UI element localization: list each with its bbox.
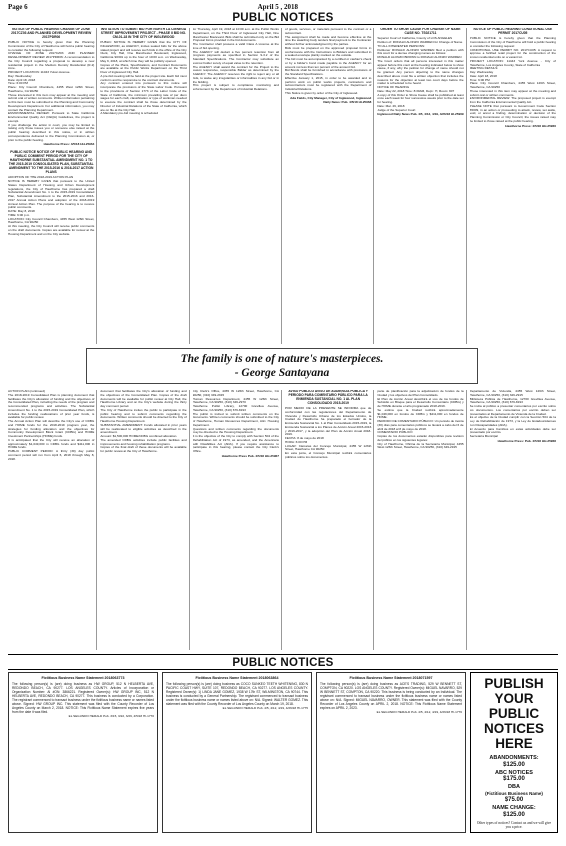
notice-column [285,390,374,650]
fictitious-business-notice [8,672,158,833]
legal-notice [285,390,371,460]
legal-notice [285,28,371,104]
notice-reference: Hawthorne Press: Pub. 4/5/18 HH-25968 [497,438,556,443]
notice-body: PUBLIC NOTICE is hereby given that the Planning Commission of the City of Hawthorne will hold a public hearing to consider the following request: CONDITIONAL USE PERMIT NO. 2017CU05: A request to approve a fortified retail project for the construction of the known residential units on a vacant lot. PROJECT LOCATION: 11443 York Avenue - City of Hawthorne, Los Angeles County, State of California MEETING DETAILS: Day: Wednesday Date: April 18, 2018 Time: 6:00 PM Place: City Council Chambers, 4455 West 126th Street, Hawthorne, CA 90250 Those interested in this item may appear at the meeting and submit oral or written comments. ENVIRONMENTAL REVIEW: The proposed project is exempt from the California Environmental Quality Act. PLEASE NOTE that pursuant to Government Code Section 65009, in an action or proceeding to attack, review, set aside, void, or annul a finding, determination or decision of the Planning Commission or City Council, the issues raised may be limited to those raised at the public hearing. [469,36,556,123]
notice-column [377,28,466,344]
notice-column [8,390,97,650]
legal-notice [100,28,186,116]
notice-column [100,390,189,650]
notice-body: POR MEDIO DE LA PRESENTE SE INFORMA que de conformidad con las regulaciones del Departamento de Vivienda y Desarrollo Urbano de los Estados Unidos, la Ciudad de Hawthorne ha preparado el borrador de la Enmienda Sustancial No. 1 al Plan Consolidado 2015-2019, la Enmienda Sustancial a los Planes de Acción Anual 2015-2016 y 2016-2017, y la adopción del Plan de Acción Anual 2018-2019. FECHA: 8 de mayo de 2018 HORA: 6:00 PM LUGAR: Cámaras del Concejo Municipal, 4455 W 126th Street, Hawthorne CA 90250 En esta junta, el Concejo Municipal recibirá comentarios públicos sobre los documentos. [284,406,372,459]
business-notice-body: The following person(s) is (are) doing business as COCO SUNKEO TEETH WHITENING, 830 N PACIFIC COAST HWY, SUITE 107, REDONDO BEACH, CA 90277. LOS ANGELES COUNTY. Registered Owner(s): 1) LINDA JANE GOMEZ, 1938 W 17th ST, WILMINGTON, CA 90744. This business is conducted by a General Partnership. The registrant commenced to transact business under the fictitious business name or names listed above on: N/A. Signed: WALTER GOMEZ. This statement was filed with the County Recorder of Los Angeles County on March 19, 2018. [166,682,308,707]
notice-reference: Ada Fields, City Manager, City of Inglewood, Inglewood Daily News: Pub. 4/5/18 HI-25968 [290,95,372,104]
business-notice-reference: EL SEGUNDO HERALD Pub. 4/5, 4/12, 4/19, 4/26/18 HI-1776 [376,710,462,715]
notice-body: Departamento de Vivienda, 4455 West 126th Street, Hawthorne, CA 90250, (310) 349-2915 Biblioteca Pública de Hawthorne, 12700 Grevillea Avenue, Hawthorne, CA 90250, (310) 679-8193 Se invita al público a presentar comentarios por escrito sobre los documentos. Los comentarios por escrito deben ser presentados al Departamento de Vivienda de la Ciudad. Es el objetivo de la Ciudad cumplir con la Sección 504 de la Ley de Rehabilitación de 1973, y la Ley de Estadounidenses con Discapacidades (ADA). El Acuerdo para Cambios en estas actividades debe ser presentado por escrito. Secretaría Municipal [469,390,556,438]
ad-abc-price: $175.00 [503,776,525,782]
page-header [8,3,558,23]
business-notice-title: Fictitious Business Name Statement 2018071597 [349,676,433,680]
upper-notice-columns [8,28,558,344]
notice-body: ACTION PLAN (continued) The 2018-2019 Consolidated Plan is planning document that facilitates the City's allocation of funding and the objectives of the Consolidated Plan, including the needs of the program and recommended programs and activities. The Substantial Amendment No. 1 to the 2015-2019 Consolidated Plan, which includes the funding reallocations of prior year funds, is available for public review. The Annual Action Plan will describe the City's use of CDBG and HOME funds for the 2018-2019 program year, the strategies for funding allocation and the objectives for Community Development Block Grant (CDBG) and HOME Investment Partnerships (HOME) funds. It is anticipated that the City will receive an allocation of approximately $1,049,000 in CDBG funds and $411,000 in HOME funds. PUBLIC COMMENT PERIOD: A thirty (30) day public comment period will run from April 6, 2018 through May 8, 2018. [8,390,95,461]
fictitious-business-notice [162,672,312,833]
ad-name-change-label: NAME CHANGE: [492,805,536,811]
notice-body: PUBLIC NOTICE IS HEREBY GIVEN that the CITY OF INGLEWOOD, as AGENCY, invites sealed bids for the above stated project and will receive such bids in the office of the City Clerk, City Hall, One Manchester Boulevard, Inglewood, California 90301 up to the hour of 10:00 a.m. on Wednesday, May 9, 2018, at which time they will be publicly opened. Copies of the Plans, Specifications, and Contract Documents are available at the Public Works Department on the Third Floor of Inglewood City Hall. A pre-bid meeting will be held at the project site. Each bid must conform and be responsive to the contract documents. Any contract entered into pursuant to this notice will incorporate the provisions of the State Labor Code. Pursuant to the provisions of Section 1773 of the Labor Code of the State of California, the minimum prevailing rate of per diem wages for each craft, classification or type of workman needed to execute the contract shall be those determined by the Director of Industrial Relations of the State of California, which are on file at the City Hall. A Mandatory pre-bid meeting is scheduled [100,40,187,116]
ad-abandonments-label: ABANDONMENTS: [489,755,539,761]
legal-notice [193,390,279,458]
business-notices [8,672,558,833]
notice-column [193,28,282,344]
notice-title: AVISO PÚBLICO AVISO DE AUDIENCIA PÚBLICA Y PERIODO PARA COMENTARIO PÚBLICO PARA LA ENMIENDA SUSTANCIAL NO. 1 AL PLAN CONSOLIDADO 2015-2019 [288,390,368,405]
notice-title: INVITATION TO SUBMIT BID FOR NORTH LA CIENEGA STREET IMPROVEMENT PROJECT - PHASE II BID NO. CM-01-18 IN THE CITY OF INGLEWOOD [100,28,187,39]
notice-column [193,390,282,650]
business-notice-title: Fictitious Business Name Statement 2018063864 [195,676,279,680]
quote-box [86,348,478,384]
ad-dba-price: $75.00 [504,797,524,803]
ad-abandonments-price: $125.00 [503,761,525,768]
notice-column [470,28,558,344]
business-section-rule [8,669,558,670]
notice-body: Superior Court of California, County of LOS ANGELES Petition of: RONALD ALONZO WARREN for Change of Name TO ALL INTERESTED PERSONS: Petitioner RONALD ALONZO WARREN filed a petition with this court for a decree changing names as follows: RONALD ALONZO BROWN to RONALD ALONZO WARREN The Court orders that all persons interested in this matter appear before this court at the hearing indicated below to show cause, if any, why the petition for change of name should not be granted. Any person objecting to the name changes described above must file a written objection that includes the reasons for the objection at least two court days before the matter is scheduled to be heard. NOTICE OF HEARING Date: May 22, 2018 Time: 8:30AM, Dept.: H, Room: 907 A copy of this Order to Show Cause shall be published at least once each week for four successive weeks prior to the date set for hearing. Date: Mar. 29, 2018 Judge of the Superior Court [377,36,464,112]
legal-notice [8,28,94,146]
legal-notice [377,390,463,450]
notice-title: ORDER TO SHOW CAUSE FOR CHANGE OF NAME CASE NO. TS021711 [380,28,461,35]
legal-notice [8,151,94,236]
ad-name-change-price: $125.00 [503,811,525,818]
business-notice-reference: EL SEGUNDO HERALD Pub. 3/15, 3/22, 3/29, 4/5/18 HI-1770 [68,714,154,719]
notice-body: PUBLIC NOTICE is hereby given that the Planning Commission of the City of Hawthorne will hold a public hearing to consider the following request: CHANGE OF ZONE 2017CZ03 AND PLANNED DEVELOPMENT REVIEW 2017PDR06: A recommendation to the City Council regarding a proposal to develop a new residential project in the Medium Density Residential (R-2) zone. PROJECT LOCATION: 11043 Yukon Avenue. Day: Wednesday Date: April 18, 2018 Time: 6:00 PM Place: City Council Chambers, 4455 West 126th Street, Hawthorne, CA 90250 Those interested in this item may appear at the meeting and submit oral or written comments. Written information pertaining to this item must be submitted to the Planning and Community Development Department. For additional information, you may contact the Planning Department. ENVIRONMENTAL REVIEW: Pursuant to State California Environmental Quality Act (CEQA) Guidelines, the project is exempt. If you challenge the action in court, you may be limited to raising only those issues you or someone else raised at the public hearing described in this notice, or in written correspondence delivered to the Planning Commission at, or prior to the public hearing. [8,40,95,142]
legal-notice [470,390,556,443]
ad-fine-print: Other types of notices? Contact us and we will give you a price. [476,820,552,829]
business-notice-reference: EL SEGUNDO HERALD Pub. 4/5, 4/12, 4/19, 4/26/18 HI-1775 [222,706,308,711]
notice-reference: Hawthorne Press Pub. 4/5/18 HH-25967 [221,453,279,458]
business-notice-body: The following person(s) is (are) doing business as HW GROUP, 512 N HELBERTA AVE, REDONDO BEACH, CA 90277. LOS ANGELES COUNTY. Articles of Incorporation or Organization Number: Al #ON: 3866221. Registered Owner(s): HW GROUP INC, 512 N HELBERTA AVE, REDONDO BEACH, CA 90277. This business is conducted by a Corporation. The registrant commenced to transact business under the fictitious business name or names listed above. Signed: HW GROUP INC. This statement was filed with the County Recorder of Los Angeles County on March 2, 2018. NOTICE: This Fictitious Name Statement expires five years from the date it was filed. [12,682,154,715]
ad-dba-label: DBA [508,784,520,790]
ad-dba-sub: (Fictitious Business Name) [485,790,543,796]
legal-notice [100,390,186,454]
notice-title: NOTICE OF PUBLIC HEARING CHANGE OF ZONE 2017CZ03 AND PLANNED DEVELOPMENT REVIEW 2017PDR06 [11,28,92,39]
notice-column [470,390,558,650]
lower-section-rule [8,654,558,655]
notice-column [8,28,97,344]
legal-notice [193,28,279,92]
section-title: PUBLIC NOTICES [232,12,334,24]
page-number: Page 6 [8,3,28,11]
notice-column [100,28,189,344]
ad-abc-label: ABC NOTICES [495,769,533,776]
notice-body: ADOPTION OF THE 2018-2019 ACTION PLAN NOTICE IS HEREBY GIVEN that pursuant to the United States Department of Housing and Urban Development regulations, the City of Hawthorne has prepared a draft Substantial Amendment No. 1 to the 2015-2019 Consolidated Plan, Substantial Amendment to the 2015-2016 and 2016-2017 Annual Action Plans and adoption of the 2018-2019 Annual Action Plan. The purpose of the hearing is to receive public comments. DATE: May 8, 2018 TIME: 6:00 p.m. LOCATION: City Council Chambers, 4455 West 126th Street, Hawthorne, CA 90250 At this meeting, the City Council will receive public comments on the draft documents. Copies are available for review at the Housing Department and on the City website. [8,175,95,236]
notice-column [377,390,466,650]
notice-body: parte de planificación para la adjudicación de fondos de la Ciudad y los objetivos del Plan Consolidado. El Plan de Acción Anual describirá el uso de los fondos de Subsidio en Bloque para el Desarrollo Comunitario (CDBG) y de HOME durante el año programado 2018-2019. Se estima que la Ciudad recibirá aproximadamente $1,049,000 en fondos de CDBG y $411,000 en fondos de HOME. PERIODO DE COMENTARIO PÚBLICO: Un periodo de treinta (30) días para comentarios públicos se llevará a cabo del 6 de abril de 2018 al 8 de mayo de 2018. COMENTARIO PÚBLICO Copias de los documentos estarán disponibles para revisión del público en los siguientes lugares: City of Hawthorne, Oficina de la Secretaría Municipal, 4455 West 126th Street, Hawthorne, CA 90250, (310) 349-2915 [377,390,464,450]
notice-title: PUBLIC NOTICE NOTICE OF PUBLIC HEARING AND PUBLIC COMMENT PERIOD FOR THE CITY OF HAWTHORNE SUBSTANTIAL AMENDMENT NO. 1 TO THE 2015-2019 CONSOLIDATED PLAN, SUBSTANTIAL AMENDMENT TO THE 2015-2016 & 2016-2017 ACTION PLANS [8,150,94,174]
issue-date: April 5 , 2018 [257,3,299,11]
business-notice-title: Fictitious Business Name Statement 2018063773 [41,676,125,680]
notice-body: City Clerk's Office, 4455 W 126th Street, Hawthorne, CA 90250, (310) 349-2915 Human Resources Department, 4455 W 126th Street, Hawthorne, CA 90250, (310) 349-2970 Hawthorne Public Library, 12700 Grevillea Avenue, Hawthorne, CA 90250, (310) 679-8193 The public is invited to submit written comments on the documents. Written comments should be submitted to the City of Hawthorne, Human Resources Department, Attn: Housing Department. Questions and written comments regarding the documents may be directed to the Housing Department. It is the objective of the City to comply with Section 504 of the Rehabilitation Act of 1973, as amended, and the Americans with Disabilities Act (ADA). If you require assistance to participate in this hearing, please contact the City Clerk's Office. [192,390,279,453]
business-notice-body: The following person(s) is (are) doing business as ACE'S TRADING, 529 W BENNETT ST, COMPTON, CA 90220. LOS ANGELES COUNTY. Registered Owner(s): MIGUEL NAVARRO, 529 W BENNETT ST, COMPTON, CA 90220. This business is being conducted by an Individual. The registrant commenced to transact business under the fictitious business name or names listed above on: N/A. Signed: MIGUEL NAVARRO, OWNER. This statement was filed with the County Recorder of Los Angeles County on APRIL 2, 2018. NOTICE: This Fictitious Name Statement expires on APRIL 2, 2023. [320,682,462,711]
notice-reference: Inglewood Daily News Pub. 4/5, 4/12, 4/19, 4/26/18 HI-25969 [377,112,464,117]
notice-reference: Hawthorne Press: 4/5/18 HH-25966 [505,123,556,128]
quote-author: - George Santayana [234,367,330,379]
legal-notice [8,390,94,461]
fictitious-business-notice [316,672,466,833]
legal-notice [470,28,556,128]
fictitious-notices-group [8,672,466,833]
notice-column [285,28,374,344]
notice-title: NOTICE OF PUBLIC HEARING CONDITIONAL USE PERMIT 2017CU05 [473,28,553,35]
notice-body: for Thursday, April 19, 2018 at 10:00 a.m. at the Public Works Department, on the Third Floor of Inglewood City Hall, One Manchester Boulevard. Bids shall be submitted only on the Bid Proposal forms provided in the bid documents. The Contractor shall possess a valid Class A License at the time of bid opening. The AGENCY will deduct a five percent retention from all progress payments as specified in Section 9-3.2 of the Standard Specifications. The Contractor may substitute an escrow holder surety of equal value to the retention. The AGENCY shall award the contract for the Project to the lowest responsive, responsible Bidder as determined by the AGENCY. The AGENCY reserves the right to reject any or all bids, to waive any irregularities or informalities in any bid or in the bidding. This project is subject to compliance monitoring and enforcement by the Department of Industrial Relations. [192,28,279,91]
header-rule [8,24,558,25]
quote-text: The family is one of nature's masterpieces. [180,353,384,365]
legal-notice [377,28,463,116]
business-section-title: PUBLIC NOTICES [232,657,334,669]
notice-reference: Hawthorne Press: 4/5/18 HH-25964 [43,142,95,147]
advertise-box [470,672,558,833]
ad-headline: PUBLISH YOUR PUBLIC NOTICES HERE [483,676,544,751]
lower-notice-columns [8,390,558,650]
notice-body: of goods, services, or materials pursuant to the contract or a subcontract. The assignment shall be made and become effective at the time the awarding body tenders final payment to the Contractor without further acknowledgment by the parties. Bids must be prepared on the approved proposal forms in conformance with the Instructions to Bidders and submitted in a sealed envelope plainly marked on the outside. The bid must be accompanied by a certified or cashier's check or by a bidder's bond made payable to the AGENCY for an amount not less than ten percent of the amount bid. Bid Bonds shall be furnished in accordance with provisions of the Standard Specifications. Effective January 1, 2015, in order to be awarded and to perform work on public works projects, contractors and subcontractors must be registered with the Department of Industrial Relations. This Notice is given by order of the City of Inglewood. [284,28,372,95]
notice-body: document that facilitates the City's allocation of funding and the objectives of the Consolidated Plan. Copies of the draft documents will be available for public review at City Hall, the Hawthorne Library and on the City's website during the thirty day comment period. The City of Hawthorne invites the public to participate in the public hearing and to submit comments regarding the documents. Written comments should be directed to the City of Hawthorne Housing Department. SUBSTANTIAL AMENDMENT: Funds allocated in prior years will be reallocated to eligible activities as described in the amendment. Amount: $1,500,000 HOME/CDBG combined allocation. The amended CDBG activities include public facilities and improvements and housing rehabilitation programs. Copies of the final draft of these documents will be available for public review at the City of Hawthorne. [100,390,187,453]
